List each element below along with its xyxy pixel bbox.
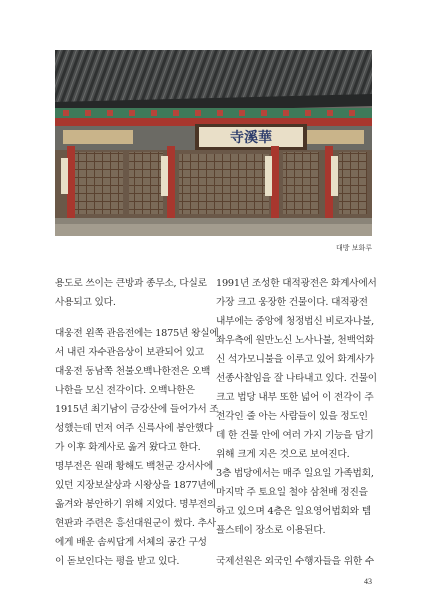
text-line: 1991년 조성한 대적광전은 화계사에서	[216, 278, 377, 289]
text-line: 명부전은 원래 황해도 백천군 강서사에	[55, 461, 214, 472]
text-line: 이 돋보인다는 평을 받고 있다.	[55, 556, 180, 567]
text-line: 서 내린 자수관음상이 보관되어 있고	[55, 347, 204, 358]
text-line: 나한을 모신 전각이다. 오백나한은	[55, 385, 195, 396]
text-line: 용도로 쓰이는 큰방과 종무소, 다실로	[55, 278, 207, 289]
paragraph-gap	[216, 540, 371, 552]
text-line: 옮겨와 봉안하기 위해 지었다. 명부전의	[55, 499, 216, 510]
text-line: 데 한 건물 안에 여러 가지 기능을 담기	[216, 430, 374, 441]
text-line: 위해 크게 지은 것으로 보여진다.	[216, 449, 350, 460]
text-line: 사용되고 있다.	[55, 297, 116, 308]
text-line: 좌우측에 원만노신 노사나불, 천백억화	[216, 335, 375, 346]
text-line: 가 이후 화계사로 옮겨 왔다고 한다.	[55, 442, 201, 453]
photo-caption: 대방 보화루	[335, 244, 372, 252]
text-line: 있던 지장보살상과 시왕상을 1877년에	[55, 480, 216, 491]
paragraph-gap	[55, 312, 210, 324]
page-number: 43	[364, 577, 372, 586]
text-line: 1915년 최기남이 금강산에 들어가서 조	[55, 404, 219, 415]
text-line: 성했는데 먼저 여주 신륵사에 봉안했다	[55, 423, 214, 434]
text-line: 크고 법당 내부 또한 넓어 이 전각이 주	[216, 392, 374, 403]
text-line: 선종사찰임을 잘 나타내고 있다. 건물이	[216, 373, 377, 384]
text-line: 국제선원은 외국인 수행자들을 위한 수	[216, 556, 375, 567]
text-line: 마지막 주 토요일 철야 삼천배 정진을	[216, 487, 368, 498]
right-text-column	[216, 274, 377, 571]
text-line: 대웅전 동남쪽 천불오백나한전은 오백	[55, 366, 211, 377]
signboard-text: 寺溪華	[230, 130, 272, 146]
text-line: 가장 크고 웅장한 건물이다. 대적광전	[216, 297, 368, 308]
text-line: 대웅전 왼쪽 관음전에는 1875년 왕실에	[55, 328, 219, 339]
text-line: 3층 법당에서는 매주 일요일 가족법회,	[216, 468, 374, 479]
text-line: 신 석가모니불을 이루고 있어 화계사가	[216, 354, 375, 365]
text-line: 내부에는 중앙에 청정법신 비로자나불,	[216, 316, 375, 327]
temple-photo	[55, 50, 372, 236]
left-text-column	[55, 274, 219, 571]
text-line: 에게 배운 솜씨답게 서체의 공간 구성	[55, 537, 207, 548]
text-line: 현판과 주련은 흥선대원군이 썼다. 추사	[55, 518, 216, 529]
text-line: 전각인 줄 아는 사람들이 있을 정도인	[216, 411, 368, 422]
text-line: 하고 있으며 4층은 일요영어법회와 템	[216, 506, 371, 517]
text-line: 플스테이 장소로 이용된다.	[216, 525, 326, 536]
